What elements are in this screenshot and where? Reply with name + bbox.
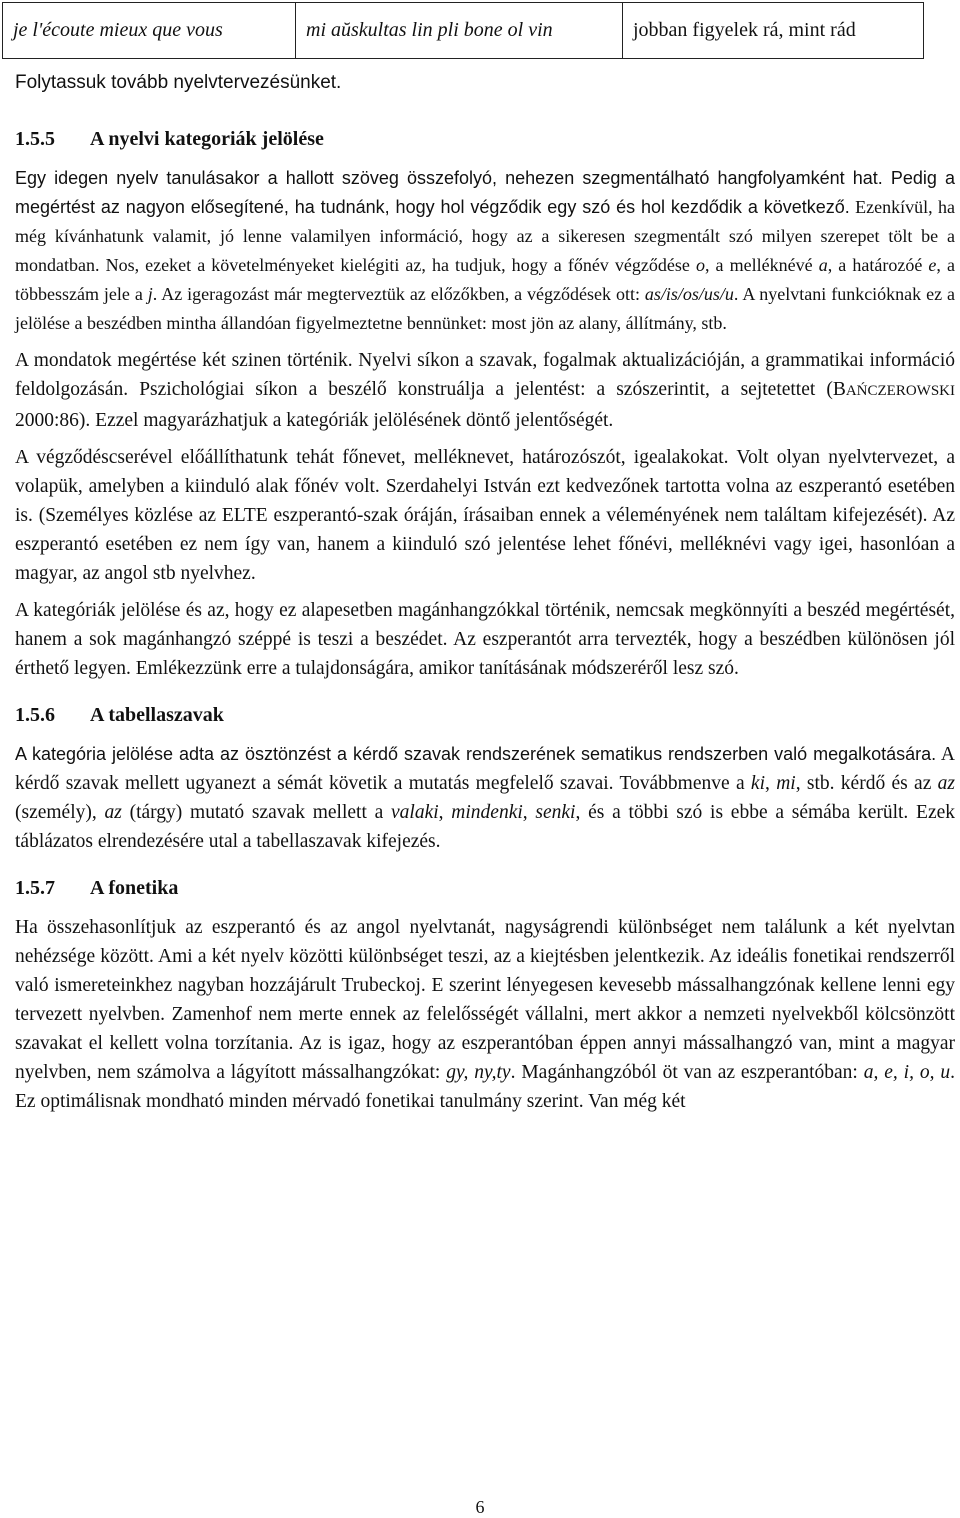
text-run: . Ez optimálisnak mondható minden mérvadó fonetikai tanulmány szerint. Van még két <box>15 1062 955 1112</box>
paragraph: A végződéscserével előállíthatunk tehát főnevet, melléknevet, határozószót, igealakokat. Volt olyan nyelvtervezet, a volapük, amelyben a kiinduló alak főnév volt. Szerdahelyi István ezt kedvezőnek tartotta volna az eszperantó esetében is. (Személyes közlése az ELTE eszperantó-szak óráján, írásaiban ennek a véleményének nem találtam kifejezését). Az eszperantó esetében ez nem így van, hanem a kiinduló szó jelentése lehet főnévi, melléknévi vagy igei, hasonlóan a magyar, az angol stb nyelvhez. <box>15 447 955 584</box>
italic-term: j <box>147 284 153 304</box>
text-run: , <box>438 802 452 823</box>
section-number: 1.5.7 <box>15 877 55 899</box>
text-run: , és a többi szó is ebbe a sémába került. Ezek táblázatos elrendezésére utal a tabellaszavak kifejezés. <box>15 802 956 852</box>
section-number: 1.5.6 <box>15 704 55 726</box>
text-run: , <box>522 802 536 823</box>
text-run: , a határozóé <box>827 255 929 275</box>
text-run: , stb. kérdő és az <box>795 773 938 794</box>
text-run: , a melléknévé <box>704 255 819 275</box>
small-caps-name: AŃCZEROWSKI <box>845 383 955 399</box>
page-number: 6 <box>475 1497 485 1517</box>
text-run: . Az igeragozást már megterveztük az előzőkben, a végződések ott: <box>152 284 645 304</box>
italic-term: ki <box>750 773 765 794</box>
text-run: Ha összehasonlítjuk az eszperantó és az angol nyelvtanát, nagyságrendi különbséget nem találunk a két nyelvtan nehézsége között. Ami a két nyelv közötti különbséget teszi, az a kiejtésben jelentkezik. Az ideális fonetikai rendszerről való ismereteinkhez nagyban hozzájárult Trubeckoj. E szerint lényegesen kevesebb mássalhangzónak kellene lenni egy tervezett nyelvben. Zamenhof nem merte ennek az felelősségét vállalni, mert akkor a nemzeti nyelvekből kölcsönzött szavakat el kellett volna torzítania. Az is igaz, hogy az eszperantóban éppen annyi mássalhangzó van, mint a magyar nyelvben, nem számolva a lágyított mássalhangzókat: <box>15 917 955 1083</box>
table-row <box>3 3 924 59</box>
paragraph: A kategóriák jelölése és az, hogy ez alapesetben magánhangzókkal történik, nemcsak megkönnyíti a beszéd megértését, hanem a sok magánhangzó széppé is teszi a beszédet. Az eszperantót arra tervezték, hogy a beszédben különösen jól érthető legyen. Emlékezzünk erre a tulajdonságára, amikor tanításának módszeréről lesz szó. <box>15 600 955 679</box>
text-run: . Magánhangzóból öt van az eszperantóban: <box>510 1062 864 1083</box>
paragraph <box>15 346 955 435</box>
italic-term: valaki <box>391 802 439 823</box>
text-run: A kérdő szavak mellett ugyanezt a sémát követik a mutatás megfelelő szavai. Továbbmenve a <box>15 744 955 794</box>
italic-term: az <box>937 773 956 794</box>
text-run: (tárgy) mutató szavak mellett a <box>121 802 392 823</box>
italic-term: az <box>104 802 122 823</box>
text-run <box>15 255 955 333</box>
text-run: Nos, ezeket a követelményeket kielégiti az, ha tudjuk, hogy a főnév végződése <box>99 255 696 275</box>
example-sentences-table <box>2 2 924 59</box>
esperanto-example-cell: mi aŭskultas lin pli bone ol vin <box>296 3 623 59</box>
section-title: A fonetika <box>90 877 179 899</box>
text-run: 2000:86). Ezzel magyarázhatjuk a kategóriák jelölésének döntő jelentőségét. <box>15 410 614 431</box>
text-run: (személy), <box>15 802 105 823</box>
document-body <box>15 125 955 1124</box>
text-run: Ezenkívül, ha még kívánhatunk valamit, jó lenne valamilyen információ, hogy az a sikeresen szegmentált szó milyen szerepet tölt be a mondatban. <box>15 197 955 275</box>
hungarian-example-cell: jobban figyelek rá, mint rád <box>623 3 924 59</box>
french-example-cell: je l'écoute mieux que vous <box>3 3 296 59</box>
italic-term: o <box>695 255 705 275</box>
italic-term: as/is/os/us/u <box>644 284 734 304</box>
paragraph <box>15 164 955 338</box>
section-heading-1-5-6 <box>15 701 955 730</box>
section-title: A nyelvi kategoriák jelölése <box>90 128 324 150</box>
section-heading-1-5-7 <box>15 874 955 903</box>
text-run: Egy idegen nyelv tanulásakor a hallott szöveg összefolyó, nehezen szegmentálható hangfolyamként hat. <box>15 168 883 188</box>
text-run: , a többesszám jele a <box>15 255 955 304</box>
text-run: A kategória jelölése adta az ösztönzést a kérdő szavak rendszerének sematikus rendszerben való megalkotására. <box>15 744 937 764</box>
section-number: 1.5.5 <box>15 128 55 150</box>
italic-term: mi <box>776 773 796 794</box>
italic-term: a, e, i, o, u <box>863 1062 951 1083</box>
italic-term: senki <box>535 802 576 823</box>
text-run: Pedig a megértést az nagyon elősegítené, ha tudnánk, hogy hol végződik egy szó és hol kezdődik a következő. <box>15 168 955 217</box>
section-heading-1-5-5 <box>15 125 955 154</box>
text-run: , <box>765 773 777 794</box>
paragraph <box>15 740 955 856</box>
italic-term: gy, ny,ty <box>446 1062 511 1083</box>
text-run: A mondatok megértése két szinen történik. Nyelvi síkon a szavak, fogalmak aktualizációján, a grammatikai információ feldolgozásán. Pszichológiai síkon a beszélő konstruálja a jelentést: a szószerintit, a sejtetettet (B <box>15 350 955 400</box>
section-title: A tabellaszavak <box>90 704 224 726</box>
italic-term: mindenki <box>451 802 523 823</box>
intro-line: Folytassuk tovább nyelvtervezésünket. <box>15 72 342 93</box>
italic-term: e <box>928 255 937 275</box>
paragraph <box>15 913 955 1116</box>
italic-term: a <box>818 255 828 275</box>
text-run: . A nyelvtani funkcióknak ez a jelölése a beszédben mintha állandóan figyelmeztetne bennünket: most jön az alany, állítmány, stb. <box>15 284 955 333</box>
